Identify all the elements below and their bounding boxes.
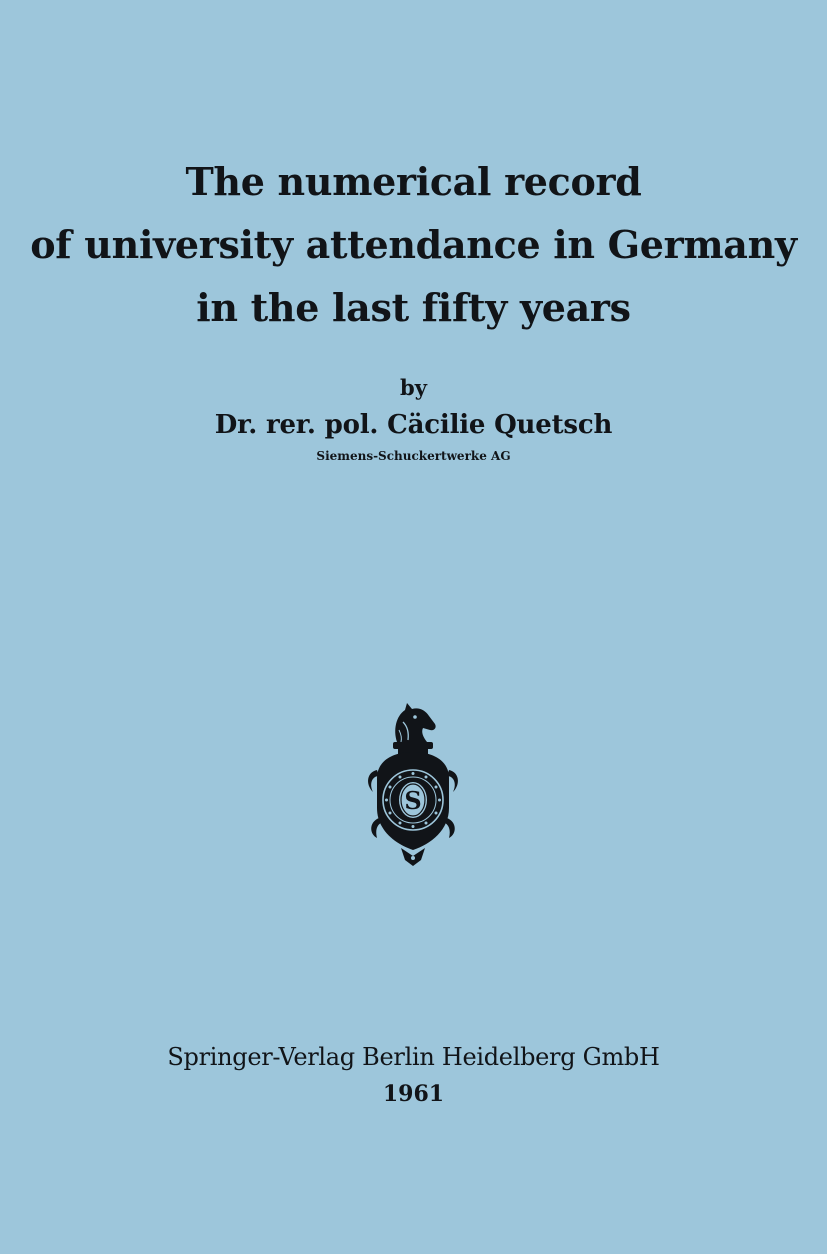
title-line-2: of university attendance in Germany bbox=[30, 222, 797, 267]
publisher-name: Springer-Verlag Berlin Heidelberg GmbH bbox=[167, 1043, 660, 1071]
author-affiliation: Siemens-Schuckertwerke AG bbox=[316, 449, 511, 463]
logo-monogram: S bbox=[404, 786, 422, 815]
by-line: by bbox=[400, 375, 427, 400]
title-line-1: The numerical record bbox=[185, 159, 642, 204]
title-line-3: in the last fifty years bbox=[196, 285, 631, 330]
springer-knight-logo-icon bbox=[363, 700, 463, 870]
book-title bbox=[0, 150, 827, 339]
author-name: Dr. rer. pol. Cäcilie Quetsch bbox=[214, 410, 613, 440]
publication-year: 1961 bbox=[382, 1081, 445, 1107]
